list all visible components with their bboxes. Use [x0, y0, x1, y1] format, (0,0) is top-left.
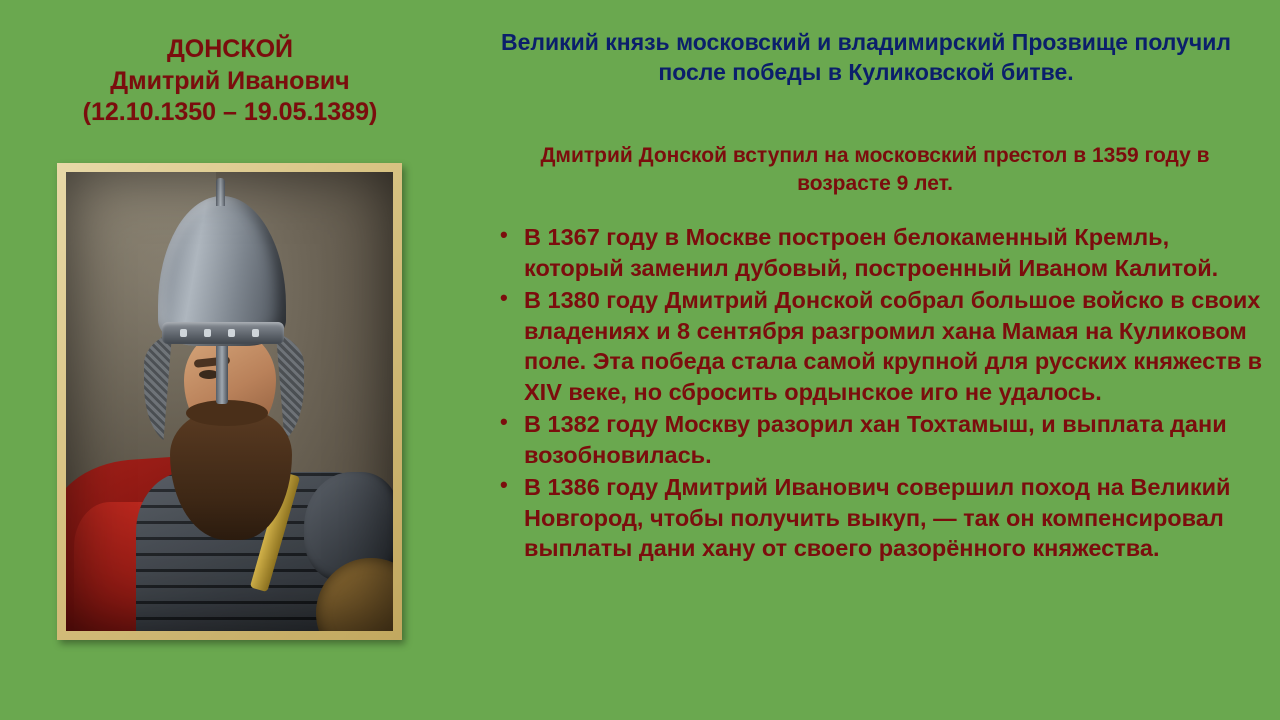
helmet-spike	[216, 178, 225, 206]
right-column	[460, 0, 1280, 720]
subheadline: Дмитрий Донской вступил на московский престол в 1359 году в возрасте 9 лет.	[540, 144, 1210, 196]
person-lifespan: (12.10.1350 – 19.05.1389)	[82, 98, 378, 126]
helmet-nasal-guard	[216, 340, 228, 404]
list-item: • В 1382 году Москву разорил хан Тохтамыш, и выплата дани возобновилась.	[478, 409, 1268, 470]
list-item: • В 1367 году в Москве построен белокаменный Кремль, который заменил дубовый, построенный Иваном Калитой.	[478, 222, 1268, 283]
person-surname: ДОНСКОЙ	[166, 35, 294, 63]
list-item: • В 1380 году Дмитрий Донской собрал большое войско в своих владениях и 8 сентября разгромил хана Мамая на Куликовом поле. Эта победа стала самой крупной для русских княжеств в XIV веке, но сбросить ордынское иго не удалось.	[478, 285, 1268, 407]
helmet-rivet	[180, 329, 187, 337]
helmet-rivet	[204, 329, 211, 337]
portrait-image	[66, 172, 393, 631]
headline: Великий князь московский и владимирский Прозвище получил после победы в Куликовской битве.	[500, 29, 1232, 85]
helmet-band	[162, 322, 284, 344]
bullet-list	[478, 222, 1268, 566]
person-given-name: Дмитрий Иванович	[110, 66, 350, 95]
helmet-rivet	[228, 329, 235, 337]
mustache	[186, 400, 268, 426]
left-column	[0, 0, 460, 720]
portrait-frame	[57, 163, 402, 640]
person-title-block	[20, 34, 440, 129]
list-item: • В 1386 году Дмитрий Иванович совершил поход на Великий Новгород, чтобы получить выкуп, — так он компенсировал выплаты дани хану от своего разорённого княжества.	[478, 472, 1268, 564]
helmet-rivet	[252, 329, 259, 337]
